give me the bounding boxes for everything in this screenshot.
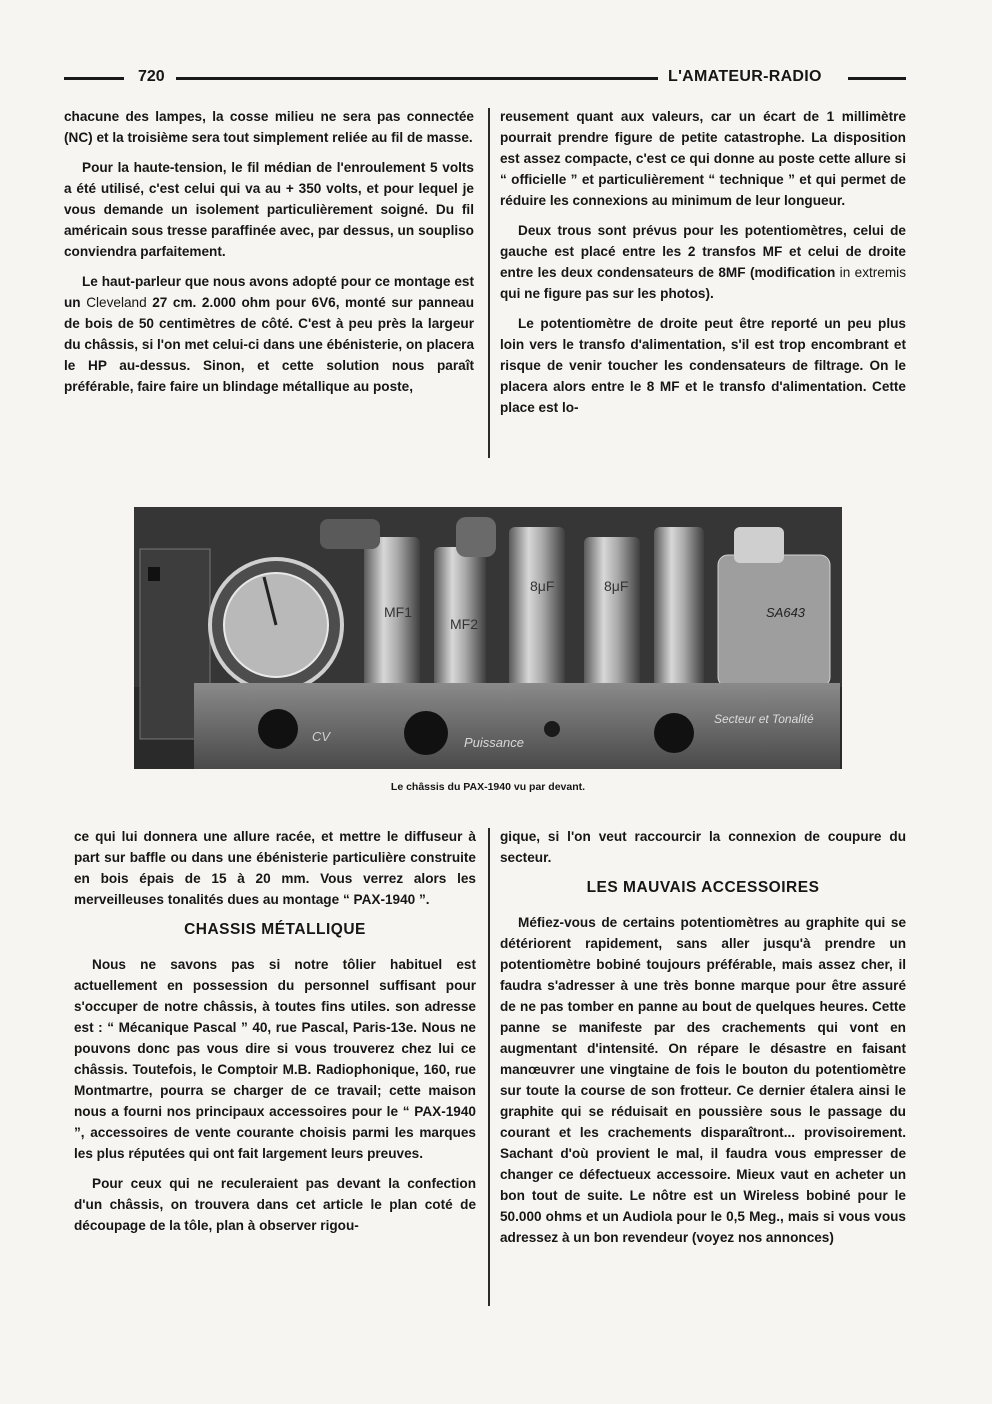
paragraph: chacune des lampes, la cosse milieu ne sera pas connectée (NC) et la troisième sera tout simplement reliée au fil de masse.	[64, 109, 474, 145]
paragraph: Pour la haute-tension, le fil médian de l'enroulement 5 volts a été utilisé, c'est celui qui va au + 350 volts, et pour lequel je vous demande un isolement particulièrement soigné. Du fil américain sous tresse paraffinée avec, par dessus, un soupliso conviendra parfaitement.	[64, 160, 474, 259]
header-rule-right	[848, 77, 906, 80]
chassis-photo	[134, 507, 842, 769]
text-run: 27 cm. 2.000 ohm pour 6V6, monté sur panneau de bois de 50 centimètres de côté. C'est à peu près la largeur du châssis, si l'on met celui-ci dans une ébénisterie, on placera le HP au-dessus. Sinon, et cette solution nous paraît préférable, faire faire un blindage métallique au poste,	[64, 295, 475, 394]
header-rule-middle	[176, 77, 658, 80]
figure-caption: Le châssis du PAX-1940 vu par devant.	[390, 781, 586, 793]
label-mf1: MF1	[384, 604, 412, 620]
text-run: Deux trous sont prévus pour les potentiomètres, celui de gauche est placé entre les 2 transfos MF et celui de droite entre les deux condensateurs de 8MF (modification	[500, 223, 906, 280]
section-heading: LES MAUVAIS ACCESSOIRES	[586, 879, 820, 896]
label-puissance: Puissance	[464, 735, 524, 750]
journal-title: L'AMATEUR-RADIO	[668, 68, 822, 85]
label-mf2: MF2	[450, 616, 478, 632]
paragraph: reusement quant aux valeurs, car un écart de 1 millimètre pourrait prendre figure de petite catastrophe. La disposition est assez compacte, c'est ce qui donne au poste cette allure si “ officielle ” et particulièrement “ technique ” et qui permet de réduire les connexions au minimum de leur longueur.	[500, 109, 906, 208]
label-transfo: SA643	[766, 605, 806, 620]
paragraph: ce qui lui donnera une allure racée, et mettre le diffuseur à part sur baffle ou dans une ébénisterie particulière construite en bois épais de 15 à 20 mm. Vous verrez alors les merveilleuses tonalités dues au montage “ PAX-1940 ”.	[74, 829, 476, 907]
column-divider	[488, 108, 490, 458]
bottom-right-column	[500, 826, 906, 1257]
header-rule-left	[64, 77, 124, 80]
paragraph: gique, si l'on veut raccourcir la connexion de coupure du secteur.	[500, 829, 906, 865]
label-cv: CV	[312, 729, 331, 744]
label-capacitor-2: 8μF	[604, 578, 629, 594]
page-header	[64, 66, 906, 90]
text-run: qui ne figure pas sur les photos).	[500, 286, 714, 301]
label-secteur: Secteur et Tonalité	[714, 712, 814, 726]
paragraph: Le potentiomètre de droite peut être reporté un peu plus loin vers le transfo d'alimentation, s'il est trop encombrant et risque de venir toucher les condensateurs de filtrage. On le placera alors entre le 8 MF et le transfo d'alimentation. Cette place est lo-	[500, 316, 906, 415]
text-run: Cleveland	[86, 295, 147, 310]
text-run: Le haut-parleur que nous avons adopté pour ce montage est un	[64, 274, 474, 310]
bottom-left-column	[74, 826, 476, 1245]
paragraph	[500, 220, 906, 304]
paragraph	[64, 271, 474, 397]
paragraph: Nous ne savons pas si notre tôlier habituel est actuellement en possession du personnel suffisant pour s'occuper de notre châssis, à toutes fins utiles. son adresse est : “ Mécanique Pascal ” 40, rue Pascal, Paris-13e. Nous ne pouvons donc pas vous dire si vous trouverez chez lui ce châssis. Toutefois, le Comptoir M.B. Radiophonique, 160, rue Montmartre, pourra se charger de ce travail; cette maison nous a fourni nos principaux accessoires pour le “ PAX-1940 ”, accessoires de vente courante choisis parmi les marques les plus réputées qui ont fait largement leurs preuves.	[74, 957, 476, 1161]
page-number: 720	[138, 68, 165, 85]
column-divider	[488, 828, 490, 1306]
section-heading: CHASSIS MÉTALLIQUE	[184, 921, 366, 938]
paragraph: Méfiez-vous de certains potentiomètres au graphite qui se détériorent rapidement, sans aller jusqu'à prendre un potentiomètre bobiné toujours préférable, mais assez cher, il faudra s'adresser à une très bonne marque pour être assuré de ne pas tomber en panne au bout de quelques heures. Cette panne se manifeste par des crachements qui vont en augmentant d'intensité. On répare le désastre en faisant manœuvrer une vingtaine de fois le bouton du potentiomètre sur toute la course de son frotteur. Ce dernier étalera ainsi le graphite qui se réduisait en poussière sous le passage du courant et les crachements disparaîtront... provisoirement. Sachant d'où provient le mal, il faudra vous empresser de changer ce défectueux accessoire. Mieux vaut en acheter un bon tout de suite. Le nôtre est un Wireless bobiné pour le 50.000 ohms et un Audiola pour le 0,5 Meg., mais si vous vous adressez à un bon revendeur (voyez nos annonces)	[500, 915, 906, 1245]
label-capacitor-1: 8μF	[530, 578, 555, 594]
text-run: in extremis	[839, 265, 907, 280]
top-right-column	[500, 106, 906, 427]
top-left-column	[64, 106, 474, 406]
paragraph: Pour ceux qui ne reculeraient pas devant la confection d'un châssis, on trouvera dans cet article le plan coté de découpage de la tôle, plan à observer rigou-	[74, 1176, 476, 1233]
